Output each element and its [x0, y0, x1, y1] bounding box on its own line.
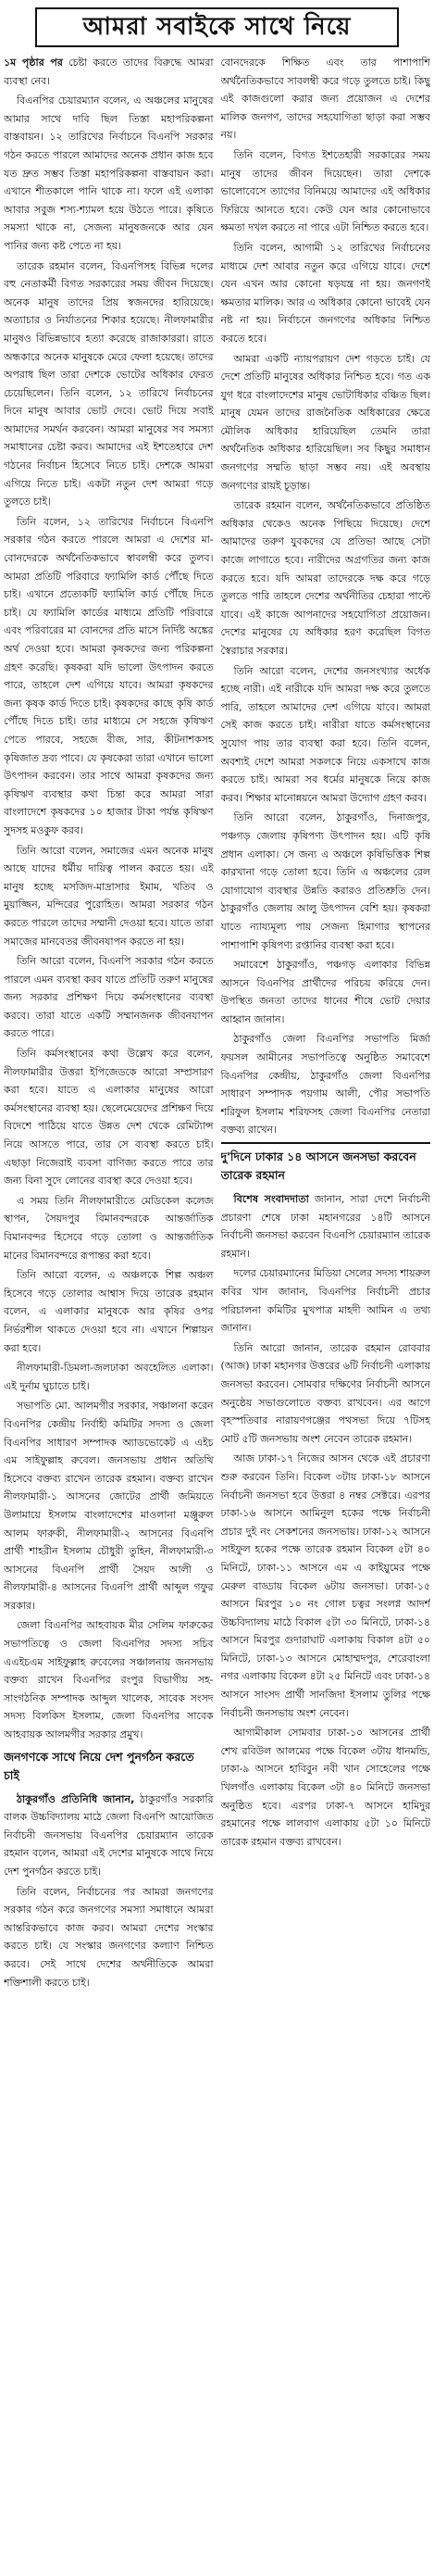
col2-sub3-para-3: আজ ঢাকা-১৭ নিজের আসন থেকে এই প্রচারণা শুরু করবেন তিনি। বিকেল ৩টায় ঢাকা-১৮ আসনে নির্বাচনী জনসভা হবে উত্তরা ৪ নম্বর সেক্টরে। এরপর ঢাকা-১৬ আসনে আমিনুল হকের পক্ষে নির্বাচনী প্রচার দুই নং সেকশনের জনসভায়। ঢাকা-১২ আসনে সাইফুল হকের পক্ষে তারেক রহমান বিকেল ৫টা ৪০ মিনিটে, ঢাকা-১১ আসনে এম এ কাইয়ুমের পক্ষে মেরুল বাড্ডায় বিকেল ৬টায় জনসভা। ঢাকা-১৫ আসনে মিরপুর ১০ নং গোল চত্বর সংলগ্ন আদর্শ উচ্চবিদ্যালয় মাঠে বিকাল ৫টা ৩০ মিনিটে, ঢাকা-১৪ আসনে মিরপুর গুদারাঘাট এলাকায় বিকাল ৪টা ৫০ মিনিটে, ঢাকা-১৩ আসনে মোহাম্মদপুর, শেরেবাংলা নগর এলাকায় বিকেল ৪টা ২৫ মিনিটে এবং ঢাকা-১৪ আসনে সাংসদ প্রার্থী সানজিদা ইসলাম তুলির পক্ষে নির্বাচনী জনসভায় অংশ নেবেন।	[220, 1452, 430, 1719]
col1-para-9: নীলফামারী-ডিমলা-জলঢাকা অবহেলিত এলাকা। এই দুর্নাম ঘুচাতে চাই।	[4, 1362, 214, 1392]
col2-para-8: ঠাকুরগাঁও জেলা বিএনপির সভাপতি মির্জা ফয়সল আমীনের সভাপতিত্বে অনুষ্ঠিত সমাবেশে বিএনপির কেন্দ্রীয়, ঠাকুরগাঁও জেলা বিএনপির সাধারণ সম্পাদক পয়গাম আলী, পৌর সভাপতি শরিফুল ইসলাম শরিফসহ জেলা বিএনপির নেতারা বক্তব্য রাখেন।	[220, 1033, 430, 1137]
article-columns	[4, 54, 430, 2572]
section-divider	[221, 1142, 431, 1144]
col2-sub3-para-4: আগামীকাল সোমবার ঢাকা-১০ আসনের প্রার্থী শেখ রবিউল আলমের পক্ষে বিকেল ৩টায় ধানমন্ডি, ঢাকা-৯ আসনে হাবিবুন নবী খান সোহেলের পক্ষে খিলগাঁও এলাকায় বিকেল ৩টা ৪০ মিনিটে জনসভা অনুষ্ঠিত হবে। এরপর ঢাকা-৭ আসনে হামিদুর রহমানের পক্ষে লালবাগ এলাকায় ৫টা ১০ মিনিটে তারেক রহমান বক্তব্য রাখবেন।	[220, 1727, 430, 1848]
headline: আমরা সবাইকে সাথে নিয়ে	[82, 12, 352, 41]
continued-lead: ১ম পৃষ্ঠার পর	[4, 57, 63, 69]
col2-para-3: আমরা একটি ন্যায়পরায়ণ দেশ গড়তে চাই। যে দেশে প্রতিটি মানুষের অধিকার নিশ্চিত হবে। গত এক যুগ ধরে বাংলাদেশের মানুষ ভোটাধিকার বঞ্চিত ছিল। মানুষ যেমন তাদের রাজনৈতিক অধিকারের ক্ষেত্রে মৌলিক অধিকার হারিয়েছিল তেমনি তারা অর্থনৈতিক অধিকার হারিয়েছিল। সব কিছুর সমাধান জনগণের সম্মতি ছাড়া সম্ভব নয়। এই অবস্থায় জনগণের রায়ই চূড়ান্ত।	[220, 352, 430, 492]
headline-box	[35, 7, 399, 47]
col1-para-c: জেলা বিএনপির আহবায়ক মীর সেলিম ফারুকের সভাপতিত্বে ও জেলা বিএনপির সদস্য সচিব এএইচএম সাইফুল্লাহ রুবেলের সঞ্চালনায় জনসভায় বক্তব্য রাখেন বিএনপির রংপুর বিভাগীয় সহ-সাংগঠনিক সম্পাদক আব্দুল খালেক, সাবেক সংসদ সদস্য বিলকিস ইসলাম, জেলা বিএনপির সাবেক আহবায়ক আলমগীর সরকার প্রমুখ।	[4, 1619, 214, 1741]
subhead-dhaka-14-seats: দু'দিনে ঢাকার ১৪ আসনে জনসভা করবেন তারেক রহমান	[220, 1150, 416, 1183]
col1-para-b: সভাপতি মো. আলমগীর সরকার, সঞ্চালনা করেন বিএনপির কেন্দ্রীয় নির্বাহী কমিটির সদস্য ও জেলা বিএনপির সাধারণ সম্পাদক অ্যাডভোকেট এ এইচ এম সাইফুল্লাহ রুবেল। জনসভায় প্রধান অতিথি হিসেবে বক্তব্য রাখেন তারেক রহমান। বক্তব্য রাখেন নীলফামারী-১ আসনের জোটের প্রার্থী জমিয়তে উলামায়ে ইসলাম বাংলাদেশের মাওলানা মঞ্জুরুল আলম ফারুকী, নীলফামারী-২ আসনের বিএনপি প্রার্থী শাহরীন ইসলাম চৌধুরী তুহিন, নীলফামারী-৩ আসনের বিএনপি প্রার্থী সৈয়দ আলী ও নীলফামারী-৪ আসনের বিএনপি প্রার্থী আব্দুল গফুর সরকার।	[4, 1400, 214, 1612]
col2-para-2: তিনি বলেন, আগামী ১২ তারিখের নির্বাচনের মাধ্যমে দেশ আবার নতুন করে এগিয়ে যাবে। দেশে যেন এখন আর কোনো ষড়যন্ত্র না হয়। জনগণই ক্ষমতার মালিক। আর এ অধিকার কোনো ভাবেই যেন নষ্ট না হয়। নির্বাচনে জনগণের অধিকার নিশ্চিত করতে হবে।	[220, 241, 430, 345]
col2-para-5: তিনি আরো বলেন, দেশের জনসংখ্যার অর্ধেক হচ্ছে নারী। এই নারীকে যদি আমরা দক্ষ করে তুলতে পারি, তাহলে আমাদের দেশ এগিয়ে যাবে। আমরা সেই কাজ করতে চাই। নারীরা যাতে কর্মসংস্থানের সুযোগ পায় তার ব্যবস্থা করা হবে। তিনি বলেন, অবশ্যই দেশে আমরা সকলকে নিয়ে একসাথে কাজ করতে চাই। আমরা সব ধর্মের মানুষকে নিয়ে কাজ করব। শিক্ষার মানোন্নয়নে আমরা উদ্যোগ গ্রহণ করব।	[220, 664, 430, 804]
col2-sub3-para-0: বিশেষ সংবাদদাতা জানান, সারা দেশে নির্বাচনী প্রচারণা শেষে ঢাকা মহানগরের ১৪টি আসনে নির্বাচনী জনসভা করবেন বিএনপি চেয়ারম্যান তারেক রহমান।	[220, 1193, 430, 1260]
col2-para-4: তারেক রহমান বলেন, অর্থনৈতিকভাবে প্রতিষ্ঠিত অধিকার থেকেও অনেক পিছিয়ে দিয়েছে। দেশে আমাদের তরুণ যুবকদের যে প্রতিভা আছে সেটা কাজে লাগাতে হবে। নারীদের অগ্রগতির জন্য কাজ করতে হবে। যদি আমরা তাদেরকে দক্ষ করে গড়ে তুলতে পারি তাহলে দেশের অর্থনীতির চেহারা পাল্টে যাবে। এই কাজে আপনাদের সহযোগিতা প্রয়োজন। দেশের মানুষের যে অধিকার হরণ করেছিল বিগত স্বৈরাচার সরকার।	[220, 499, 430, 657]
col2-para-0: বোনদেরকে শিক্ষিত এবং তার পাশাপাশি অর্থনৈতিকভাবে সাবলম্বী করে গড়ে তুলতে চাই। কিছু এই কাজগুলো করার জন্য প্রয়োজন এ দেশের মালিক জনগণ, তাদের সহযোগিতা ছাড়া করা সম্ভব নয়।	[220, 57, 430, 142]
col2-sub3-para-1: দলের চেয়ারম্যানের মিডিয়া সেলের সদস্য শায়রুল কবির খান জানান, বিএনপির নির্বাচনী প্রচার পরিচালনা কমিটির মুখপাত্র মাহদী আমিন এ তথ্য জানান।	[220, 1267, 430, 1335]
col1-para-6: তিনি কর্মসংস্থানের কথা উল্লেখ করে বলেন, নীলফামারীর উত্তরা ইপিজেডকে আরো সম্প্রসারণ করা হবে। যাতে এ এলাকার মানুষের আরো কর্মসংস্থানের ব্যবস্থা হয়। ছেলেমেয়েদের প্রশিক্ষণ দিয়ে বিদেশে পাঠিয়ে যাতে উন্নত দেশ থেকে রেমিট্যান্স নিয়ে আসতে পারে, তার সে ব্যবস্থা করতে চাই। এছাড়া নিজেরাই ব্যবসা বাণিজ্য করতে পারে তার জন্য বিনা সুদে লোনের ব্যবস্থা করে দেওয়া হবে।	[4, 1048, 214, 1187]
col1-para-5: তিনি আরো বলেন, বিএনপি সরকার গঠন করতে পারলে এমন ব্যবস্থা করব যাতে প্রতিটি তরুণ মানুষের জন্য সরকার প্রশিক্ষণ দিয়ে কর্মসংস্থানের ব্যবস্থা করবে। তারা যাতে একটি সম্মানজনক জীবনযাপন করতে পারে।	[4, 955, 214, 1040]
col2-sub3-para-2: তিনি আরো জানান, তারেক রহমান রোববার (আজ) ঢাকা মহানগর উত্তরের ৬টি নির্বাচনী এলাকায় জনসভা করবেন। সোমবার দক্ষিণের নির্বাচনী আসনে অনুষ্ঠেয় সভাগুলোতে বক্তব্য রাখবেন। এর আগে বৃহস্পতিবার নারায়ণগঞ্জের পথসভা দিয়ে ৭টিসহ মোট ৫টি জনসভায় অংশ নেবেন তারেক রহমান।	[220, 1341, 430, 1445]
col1-para-3: তিনি বলেন, ১২ তারিখের নির্বাচনে বিএনপি সরকার গঠন করতে পারলে আমরা এ দেশের মা-বোনদেরকে অর্থনৈতিকভাবে স্বাবলম্বী করে তুলব। আমরা প্রতিটি পরিবারে ফ্যামিলি কার্ড পৌঁছে দিতে চাই। এখানে প্রত্যেকটি ফ্যামিলি কার্ড পৌঁছে দিতে চাই। যে ফ্যামিলি কার্ডের মাধ্যমে প্রতিটি পরিবারে এবং পরিবারের মা বোনদের প্রতি মাসে নির্দিষ্ট অঙ্কের অর্থ দেওয়া হবে। আমরা কৃষকদের জন্য পরিকল্পনা গ্রহণ করেছি। কৃষকরা যদি ভালো উৎপাদন করতে পারে, তাহলে দেশ এগিয়ে যাবে। আমরা কৃষকদের জন্য কৃষক কার্ড দিতে চাই। কৃষকদের কাছে কৃষি কার্ড পৌঁছে দিতে চাই। তার মাধ্যমে সে সহজে কৃষিঋণ পেতে পারবে, সহজে বীজ, সার, কীটনাশকসহ কৃষিজাত দ্রব্য পাবে। যে কৃষকেরা তারা এখানে ভালো উৎপাদন করবেন। তার সাথে আমরা কৃষকদের জন্য কৃষিঋণ ব্যবস্থার কথা চিন্তা করে আমরা সারা বাংলাদেশে কৃষকদের ১০ হাজার টাকা পর্যন্ত কৃষিঋণ সুদসহ মওকুফ করব।	[4, 515, 214, 836]
col1-para-7: এ সময় তিনি নীলফামারীতে মেডিকেল কলেজ স্থাপন, সৈয়দপুর বিমানবন্দরকে আন্তর্জাতিক বিমানবন্দর হিসেবে গড়ে তোলা ও আন্তর্জাতিক মানের বিমানবন্দরে রূপান্তর করা হবে।	[4, 1194, 214, 1262]
col1-para-8: তিনি আরো বলেন, এ অঞ্চলকে শিল্প অঞ্চল হিসেবে গড়ে তোলার আশ্বাস দিয়ে তারেক রহমান বলেন, এ এলাকার মানুষকে আর কৃষির ওপর নির্ভরশীল থাকতে দেওয়া হবে না। এখানে শিল্পায়ন করা হবে।	[4, 1269, 214, 1354]
col1-para-2: তারেক রহমান বলেন, বিএনপিসহ বিভিন্ন দলের বহু নেতাকর্মী বিগত সরকারের সময় জীবন দিয়েছে। অনেক মানুষ তাদের প্রিয় স্বজনদের হারিয়েছে। অত্যাচার ও নির্যাতনের শিকার হয়েছে। নীলফামারীর মানুষও বিভিন্নভাবে হত্যা করেছে রাজাকাররা। রাতে অন্ধকারে অনেক মানুষকে মেরে ফেলা হয়েছে। তাদের অপরাধ ছিল তারা দেশকে ভোটের অধিকার ফেরত চেয়েছিলেন। তিনি বলেন, ১২ তারিখে নির্বাচনের দিনে মানুষ আবার ভোট দেবে। ভোট দিয়ে সবাই আমাদের সমর্থন করবেন। আমরা মানুষের সব সমস্যা সমাধানের চেষ্টা করব। আমাদের এই ইশতেহারে দেশ গঠনের নির্বাচন হিসেবে নিতে চাই। দেশকে আমরা এগিয়ে নিতে চাই। একটা নতুন দেশ আমরা গড়ে তুলতে চাই।	[4, 259, 214, 509]
column-right	[221, 54, 431, 2572]
column-left	[4, 54, 214, 2572]
subhead-thakurgaon: জনগণকে সাথে নিয়ে দেশ পুনর্গঠন করতে চাই	[4, 1749, 194, 1782]
col1-sub2-body: ঠাকুরগাঁও প্রতিনিধি জানান, ঠাকুরগাঁও সরকারি বালক উচ্চবিদ্যালয় মাঠে জেলা বিএনপি আয়োজিত নির্বাচনী জনসভায় বিএনপির চেয়ারম্যান তারেক রহমান বলেন, আমরা এই দেশের মানুষকে সাথে নিয়ে দেশ পুনর্গঠন করতে চাই।	[4, 1792, 214, 1878]
col1-sub2-body2: তিনি বলেন, নির্বাচনের পর আমরা জনগণের সরকার গঠন করে জনগণের সমস্যা সমাধানে আমরা আন্তরিকভাবে কাজ করব। আমরা দেশের সংস্কার করতে চাই। যে সংস্কার জনগণের কল্যাণ নিশ্চিত করবে। সেই সাথে দেশের অর্থনীতিকে আমরা শক্তিশালী করতে চাই।	[4, 1885, 214, 1989]
col2-para-7: সমাবেশে ঠাকুরগাঁও, পঞ্চগড় এলাকার বিভিন্ন আসনে বিএনপির প্রার্থীদের পরিচয় করিয়ে দেন। উপস্থিত জনতা তাদের ধানের শীষে ভোট দেয়ার আহ্বান জানান।	[220, 959, 430, 1025]
col1-para-0: ১ম পৃষ্ঠার পর চেষ্টা করতে তাদের বিরুদ্ধে আমরা ব্যবস্থা নেব।	[4, 57, 214, 87]
col1-para-4: তিনি আরো বলেন, সমাজের এমন অনেক মানুষ আছে যাদের ধর্মীয় দায়িত্ব পালন করতে হয়। এই মানুষ হচ্ছে মসজিদ-মাদ্রাসার ইমাম, খতিব ও মুয়াজ্জিন, মন্দিরের পুরোহিত। আমরা সরকার গঠন করতে পারলে তাদের সম্মানী দেওয়া হবে। যাতে তারা সমাজের মানবেতর জীবনযাপন করতে না হয়।	[4, 844, 214, 948]
col1-para-1: বিএনপির চেয়ারম্যান বলেন, এ অঞ্চলের মানুষের আমার সাথে দাবি ছিল তিস্তা মহাপরিকল্পনা বাস্তবায়ন। ১২ তারিখের নির্বাচনে বিএনপি সরকার গঠন করতে পারলে আমাদের অনেক প্রধান কাজ হবে যত দ্রুত সম্ভব তিস্তা মহাপরিকল্পনা বাস্তবায়ন করা। এখানে শীতকালে পানি থাকে না। ফলে এই এলাকা আবার সবুজ শস্য-শ্যামল হয়ে উঠতে পারে। কৃষিতে সমস্যা থাকে না, সেজন্য মানুষজনকে আর যেন পানির জন্য কষ্ট পেতে না হয়।	[4, 94, 214, 252]
col2-para-1: তিনি বলেন, বিগত ইশতেহারী সরকারের সময় মানুষ তাদের জীবন দিয়েছেন। তারা দেশকে ভালোবেসে ত্যাগের বিনিময়ে আমাদের এই অধিকার ফিরিয়ে আনতে হবে। কেউ যেন আর কোনোভাবে ক্ষমতা দখল করতে না পারে এটা নিশ্চিত করতে হবে।	[220, 148, 430, 234]
col2-para-6: তিনি আরো বলেন, ঠাকুরগাঁও, দিনাজপুর, পঞ্চগড় জেলায় কৃষিপণ্য উৎপাদন হয়। এটি কৃষি প্রধান এলাকা। সে জন্য এ অঞ্চলে কৃষিভিত্তিক শিল্প কারখানা গড়ে তোলা হবে। তিনি এ অঞ্চলের রেল যোগাযোগ ব্যবস্থার উন্নতি করারও প্রতিশ্রুতি দেন। ঠাকুরগাঁও জেলায় আলু উৎপাদন বেশি হয়। কৃষকরা যাতে ন্যায্যমূল্য পায় সেজন্য হিমাগার স্থাপনের পাশাপাশি কৃষিপণ্য রপ্তানির ব্যবস্থা করা হবে।	[220, 811, 430, 951]
